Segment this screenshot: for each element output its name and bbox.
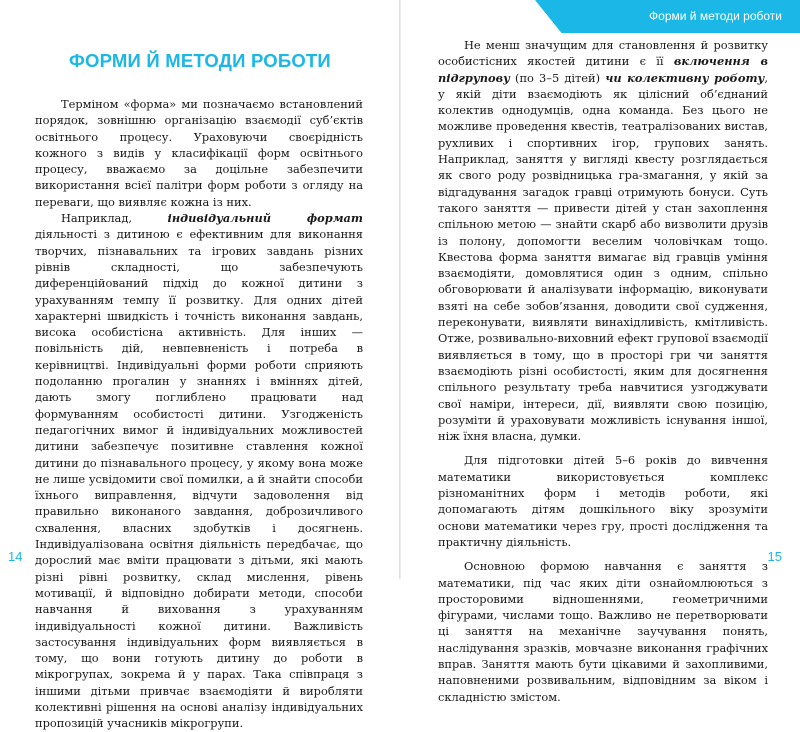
paragraph-math-lessons: Основною формою навчання є заняття з математики, під час яких діти ознайомлюються з просторовими відношеннями, геометричними фігурами, числами тощо. Важливо не перетворювати ці заняття на механічне заучування понять, наслідування зразків, мовчазне виконання графічних вправ. Заняття мають бути цікавими й захопливими, наповненими розвивальним, відповідним за віком і складністю змістом. [438,559,768,704]
page-number-right: 15 [767,549,782,564]
emphasis-subgroup: включення в підгрупову [438,54,768,85]
right-page-body [438,37,768,705]
left-page [0,0,399,731]
text-run: Не менш значущим для становлення й розвитку особистісних якостей дитини є її [438,38,768,69]
emphasis-individual-format: індивідуальний формат [167,211,363,226]
section-title: ФОРМИ Й МЕТОДИ РОБОТИ [69,50,331,71]
text-run: , у якій діти взаємодіють як цілісний об’єднаний колектив однодумців, одна команда. Без цього не можливе проведення квестів, театралізованих вистав, рухливих і спортивних ігор, групових занять. Наприклад, заняття у вигляді квесту розглядається як свого роду розвідницька гра-змагання, у якій за відгадування загадок гравці отримують бонуси. Суть такого заняття — привести дітей у стан захоплення спільною метою — знайти скарб або визволити друзів із полону, допомогти веселим чоловічкам тощо. Квестова форма заняття вимагає від гравців уміння взаємодіяти, домовлятися один з одним, спільно обговорювати й аналізувати інформацію, виконувати взяті на себе зобов’язання, доводити свої судження, переконувати, виявляти винахідливість, кмітливість. Отже, розвивально-виховний ефект групової взаємодії виявляється в тому, що в просторі гри чи заняття взаємодіють різні особистості, яким для досягнення спільного результату треба навчитися узгоджувати свої наміри, інтереси, дії, виявляти свою позицію, розуміти й ураховувати можливість існування іншої, ніж їхня власна, думки. [438,70,768,444]
right-page [401,0,800,704]
paragraph-individual-format [35,210,363,732]
running-header-title: Форми й методи роботи [649,9,782,23]
text-run: Наприклад, [61,211,168,226]
paragraph-form-definition: Терміном «форма» ми позначаємо встановлений порядок, зовнішню організацію взаємодії суб’єктів освітнього процесу. Ураховуючи своєрідність кожного з видів у класифікації форм освітнього процесу, вважаємо за доцільне забезпечити використання всієї палітри форм роботи з огляду на переваги, що виявляє кожна із них. [35,97,363,209]
emphasis-collective-work: чи колективну роботу [605,70,765,85]
page-number-left: 14 [8,549,23,564]
paragraph-math-preparation: Для підготовки дітей 5–6 років до вивчення математики використовується комплекс різноманітних форм і методів роботи, які допомагають дітям дошкільного віку зрозуміти основи математики через гру, прості дослідження та практичну діяльність. [438,453,768,549]
paragraph-group-work [438,37,768,444]
text-run: діяльності з дитиною є ефективним для виконання творчих, пізнавальних та ігрових завдань різних рівнів складності, що забезпечують диференційований підхід до кожної дитини з урахуванням темпу її розвитку. Для одних дітей характерні швидкість і точність виконання завдань, висока особистісна активність. Для інших — повільність дій, невпевненість і потреба в керівництві. Індивідуальні форми роботи сприяють подоланню прогалин у знаннях і вміннях дітей, дають змогу поглиблено працювати над формуванням особистості дитини. Узгодженість педагогічних вимог й індивідуальних можливостей дитини забезпечує позитивне ставлення кожної дитини до пізнавального процесу, у якому вона може не лише усвідомити свої помилки, а й знайти способи їхнього виправлення, відчути задоволення від правильно виконаного завдання, доброзичливого схвалення, власних здобутків і досягнень. Індивідуалізована освітня діяльність передбачає, що дорослий має вміти працювати з дітьми, які мають різні рівні розвитку, склад мислення, рівень мотивації, й відповідно добирати методи, способи навчання й виховання з урахуванням індивідуальності кожної дитини. Важливість застосування індивідуальних форм виявляється в тому, що вони готують дитину до роботи в мікрогрупах, зокрема й у парах. Така співпраця з іншими дітьми привчає взаємодіяти й виробляти колективні рішення на основі аналізу індивідуальних пропозицій учасників мікрогрупи. [35,227,363,731]
text-run: (по 3–5 дітей) [509,70,606,85]
left-page-body [35,96,363,732]
